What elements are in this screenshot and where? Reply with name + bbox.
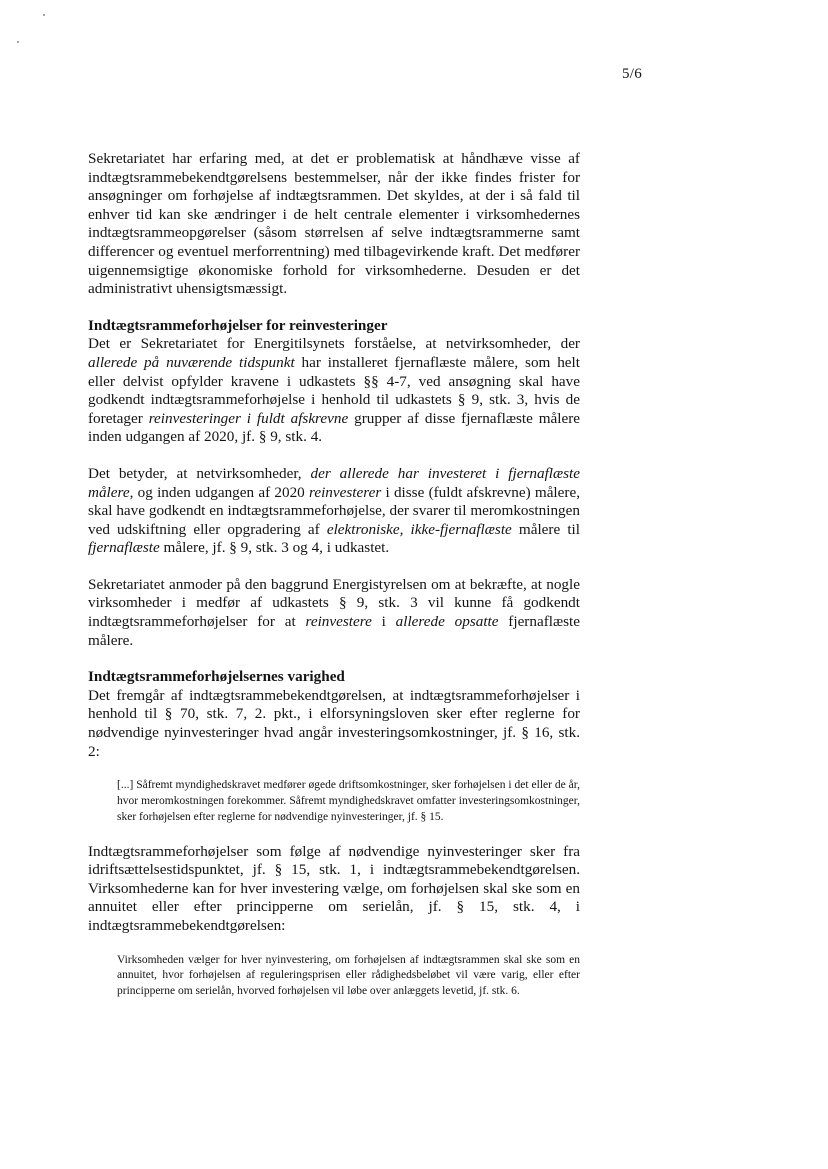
paragraph-frister: Sekretariatet har erfaring med, at det er problematisk at håndhæve visse af indtægtsrammebekendtgørelsens bestemmelser, når der ikke findes frister for ansøgninger om forhøjelse af indtægtsrammen. Det skyldes, at der i så fald til enhver tid kan ske ændringer i de helt centrale elementer i virksomhedernes indtægtsrammeopgørelser (såsom størrelsen af selve indtægtsrammerne samt differencer og eventuel merforrentning) med tilbagevirkende kraft. Det medfører uigennemsigtige økonomiske forhold for virksomhederne. Desuden er det administrativt uhensigtsmæssigt. <box>88 150 580 298</box>
heading-reinvesteringer: Indtægtsrammeforhøjelser for reinvesteringer <box>88 316 388 334</box>
scan-speck <box>17 41 19 43</box>
paragraph-reinvesteringer: Det er Sekretariatet for Energitilsynets forståelse, at netvirksomheder, der allerede på nuværende tidspunkt har installeret fjernaflæste målere, som helt eller delvist opfylder kravene i udkastets §§ 4-7, ved ansøgning skal have godkendt indtægtsrammeforhøjelse i henhold til udkastets § 9, stk. 3, hvis de foretager reinvesteringer i fuldt afskrevne grupper af disse fjernaflæste målere inden udgangen af 2020, jf. § 9, stk. 4. <box>88 335 581 446</box>
quote-bekendtgoerelse-16: [...] Såfremt myndighedskravet medfører øgede driftsomkostninger, sker forhøjelsen i det eller de år, hvor meromkostningen forekommer. Såfremt myndighedskravet omfatter investeringsomkostninger, sker forhøjelsen efter reglerne for nødvendige nyinvesteringer, jf. § 15. <box>117 779 580 823</box>
paragraph-fremgaar: Det fremgår af indtægtsrammebekendtgørelsen, at indtægtsrammeforhøjelser i henhold til § 70, stk. 7, 2. pkt., i elforsyningsloven sker efter reglerne for nødvendige nyinvesteringer hvad angår investeringsomkostninger, jf. § 16, stk. 2: <box>88 686 580 760</box>
letter-body <box>88 150 580 1000</box>
paragraph-betyder: Det betyder, at netvirksomheder, der allerede har investeret i fjernaflæste målere, og inden udgangen af 2020 reinvesterer i disse (fuldt afskrevne) målere, skal have godkendt en indtægtsrammeforhøjelse, der svarer til meromkostningen ved udskiftning eller opgradering af elektroniske, ikke-fjernaflæste målere til fjernaflæste målere, jf. § 9, stk. 3 og 4, i udkastet. <box>88 464 581 557</box>
scan-speck <box>43 14 45 16</box>
quote-bekendtgoerelse-15: Virksomheden vælger for hver nyinvestering, om forhøjelsen af indtægtsrammen skal ske som en annuitet, hvor forhøjelsen af reguleringsprisen eller rådighedsbeløbet vil være varig, eller efter principperne om serielån, hvorved forhøjelsen vil løbe over anlæggets levetid, jf. stk. 6. <box>117 953 580 998</box>
heading-varighed: Indtægtsrammeforhøjelsernes varighed <box>88 668 345 686</box>
paragraph-nyinvesteringer: Indtægtsrammeforhøjelser som følge af nødvendige nyinvesteringer sker fra idriftsættelsestidspunktet, jf. § 15, stk. 1, i indtægtsrammebekendtgørelsen. Virksomhederne kan for hver investering vælge, om forhøjelsen skal ske som en annuitet eller efter principperne om serielån, jf. § 15, stk. 4, i indtægtsrammebekendtgørelsen: <box>88 842 580 934</box>
page-number: 5/6 <box>622 66 643 82</box>
paragraph-anmoder: Sekretariatet anmoder på den baggrund Energistyrelsen om at bekræfte, at nogle virksomheder i medfør af udkastets § 9, stk. 3 vil kunne få godkendt indtægtsrammeforhøjelser for at reinvestere i allerede opsatte fjernaflæste målere. <box>88 575 580 649</box>
